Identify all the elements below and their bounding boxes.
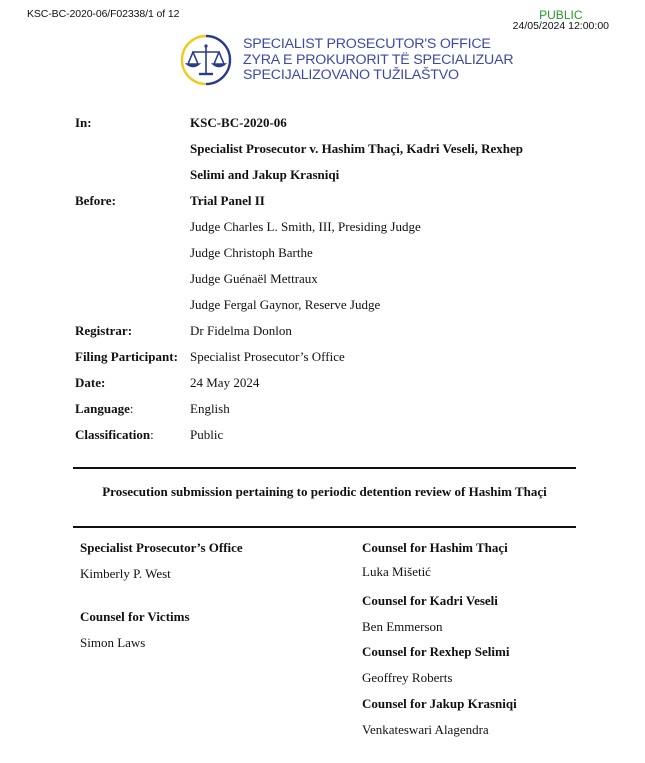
top-divider [73, 467, 576, 469]
before-label: Before: [75, 193, 116, 208]
filing-participant-label: Filing Participant: [75, 349, 178, 364]
judge-presiding: Judge Charles L. Smith, III, Presiding Judge [190, 219, 421, 234]
party-name-veseli: Ben Emmerson [362, 619, 443, 634]
public-stamp: PUBLIC [539, 8, 583, 22]
scales-of-justice-icon [179, 33, 233, 87]
document-id: KSC-BC-2020-06/F02338/1 of 12 [27, 8, 180, 20]
org-name-sq: ZYRA E PROKURORIT TË SPECIALIZUAR [243, 51, 514, 68]
org-name-sr: SPECIJALIZOVANO TUŽILAŠTVO [243, 67, 459, 83]
party-name-selimi: Geoffrey Roberts [362, 670, 453, 685]
colon: : [150, 427, 154, 442]
judge-reserve: Judge Fergal Gaynor, Reserve Judge [190, 297, 381, 312]
party-name-victims: Simon Laws [80, 635, 146, 650]
party-name-thaci: Luka Mišetić [362, 564, 431, 579]
classification-label-text: Classification [75, 427, 151, 442]
registrar-label: Registrar: [75, 323, 133, 338]
language-value: English [190, 401, 230, 416]
language-label-text: Language [75, 401, 130, 416]
colon: : [129, 401, 134, 416]
panel-name: Trial Panel II [190, 193, 265, 208]
case-name-line2: Selimi and Jakup Krasniqi [190, 167, 340, 182]
party-name-spo: Kimberly P. West [80, 566, 171, 581]
party-heading-spo: Specialist Prosecutor’s Office [80, 540, 243, 555]
party-heading-victims: Counsel for Victims [80, 609, 190, 624]
party-heading-thaci: Counsel for Hashim Thaçi [362, 540, 508, 555]
classification-stamp [513, 10, 609, 32]
judge-3: Judge Guénaël Mettraux [190, 271, 318, 286]
case-number: KSC-BC-2020-06 [190, 115, 287, 130]
stamp-datetime: 24/05/2024 12:00:00 [512, 20, 609, 32]
date-value: 24 May 2024 [190, 375, 260, 390]
document-title: Prosecution submission pertaining to periodic detention review of Hashim Thaçi [102, 484, 547, 499]
classification-label [75, 427, 154, 443]
org-name-en: SPECIALIST PROSECUTOR'S OFFICE [243, 36, 491, 52]
registrar-value: Dr Fidelma Donlon [190, 323, 292, 338]
in-label: In: [75, 115, 92, 130]
language-label [75, 401, 134, 417]
party-name-krasniqi: Venkateswari Alagendra [362, 722, 489, 737]
party-heading-selimi: Counsel for Rexhep Selimi [362, 644, 510, 659]
date-label: Date: [75, 375, 106, 390]
party-heading-krasniqi: Counsel for Jakup Krasniqi [362, 696, 517, 711]
bottom-divider [73, 526, 576, 528]
classification-value: Public [190, 427, 224, 442]
case-name-line1: Specialist Prosecutor v. Hashim Thaçi, Kadri Veseli, Rexhep [190, 141, 523, 156]
judge-2: Judge Christoph Barthe [190, 245, 313, 260]
party-heading-veseli: Counsel for Kadri Veseli [362, 593, 498, 608]
filing-participant-value: Specialist Prosecutor’s Office [190, 349, 345, 364]
organization-name [243, 37, 513, 84]
